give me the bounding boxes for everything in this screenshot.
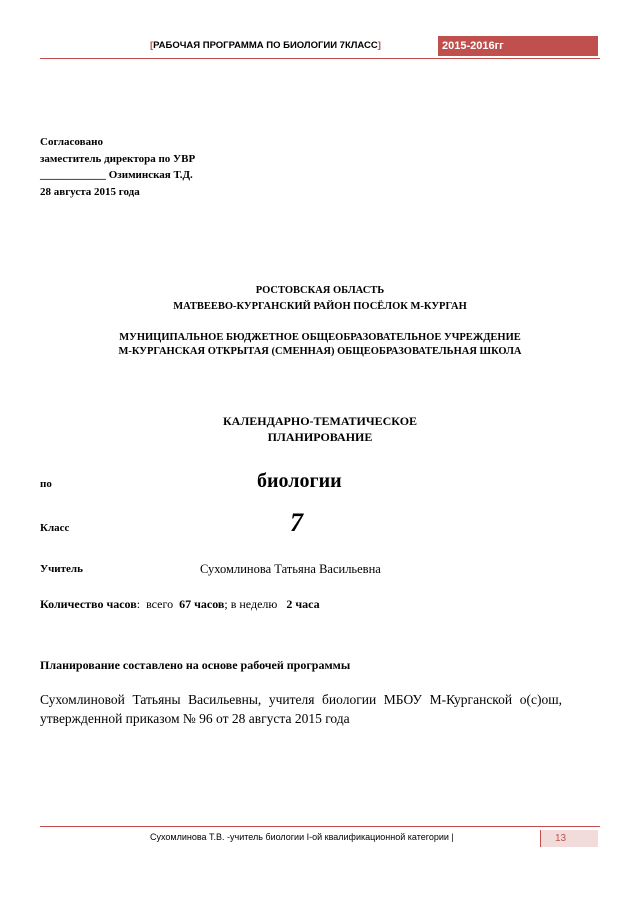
planning-title-2: ПЛАНИРОВАНИЕ xyxy=(267,430,373,444)
hours-total: 67 часов xyxy=(179,597,225,611)
planning-title-1: КАЛЕНДАРНО-ТЕМАТИЧЕСКОЕ xyxy=(222,414,418,428)
teacher-label: Учитель xyxy=(40,563,83,575)
grade-label: Класс xyxy=(40,522,70,534)
approval-line-2: заместитель директора по УВР xyxy=(40,152,196,165)
grade-value: 7 xyxy=(290,508,303,537)
hours-week: 2 часа xyxy=(286,597,320,611)
region-line-2: МАТВЕЕВО-КУРГАНСКИЙ РАЙОН ПОСЁЛОК М-КУРГАН xyxy=(173,301,467,312)
hours-label: Количество часов xyxy=(40,597,137,611)
basis-heading: Планирование составлено на основе рабочей программы xyxy=(40,658,351,672)
footer-page-number: 13 xyxy=(540,830,598,847)
approval-line-1: Согласовано xyxy=(40,136,103,148)
footer-text: Сухомлинова Т.В. -учитель биологии I-ой квалификационной категории | xyxy=(150,832,454,842)
header-year-badge: 2015-2016гг xyxy=(438,36,598,56)
school-line-2: М-КУРГАНСКАЯ ОТКРЫТАЯ (СМЕННАЯ) ОБЩЕОБРАЗОВАТЕЛЬНАЯ ШКОЛА xyxy=(118,346,522,357)
basis-paragraph: Сухомлиновой Татьяны Васильевны, учителя биологии МБОУ М-Курганской о(с)ош, утвержденной приказом № 96 от 28 августа 2015 года xyxy=(40,692,562,726)
header-title-text: РАБОЧАЯ ПРОГРАММА ПО БИОЛОГИИ 7КЛАСС xyxy=(153,40,378,51)
header-title xyxy=(150,40,381,51)
approval-line-4: 28 августа 2015 года xyxy=(40,185,140,198)
hours-mid: ; в неделю xyxy=(224,597,287,611)
header-bracket-close: ] xyxy=(377,40,381,51)
approval-block xyxy=(40,134,195,200)
hours-pre: : всего xyxy=(136,597,180,611)
header-divider xyxy=(40,58,600,59)
region-line-1: РОСТОВСКАЯ ОБЛАСТЬ xyxy=(255,285,385,296)
hours-line xyxy=(40,597,320,612)
subject-label: по xyxy=(40,478,52,490)
footer-divider xyxy=(40,826,600,827)
approval-line-3: ____________ Озиминская Т.Д. xyxy=(40,169,193,181)
school-line-1: МУНИЦИПАЛЬНОЕ БЮДЖЕТНОЕ ОБЩЕОБРАЗОВАТЕЛЬНОЕ УЧРЕЖДЕНИЕ xyxy=(119,332,521,343)
teacher-value: Сухомлинова Татьяна Васильевна xyxy=(200,562,381,576)
subject-value: биологии xyxy=(257,470,342,492)
header-bracket-open: [ xyxy=(150,40,154,51)
